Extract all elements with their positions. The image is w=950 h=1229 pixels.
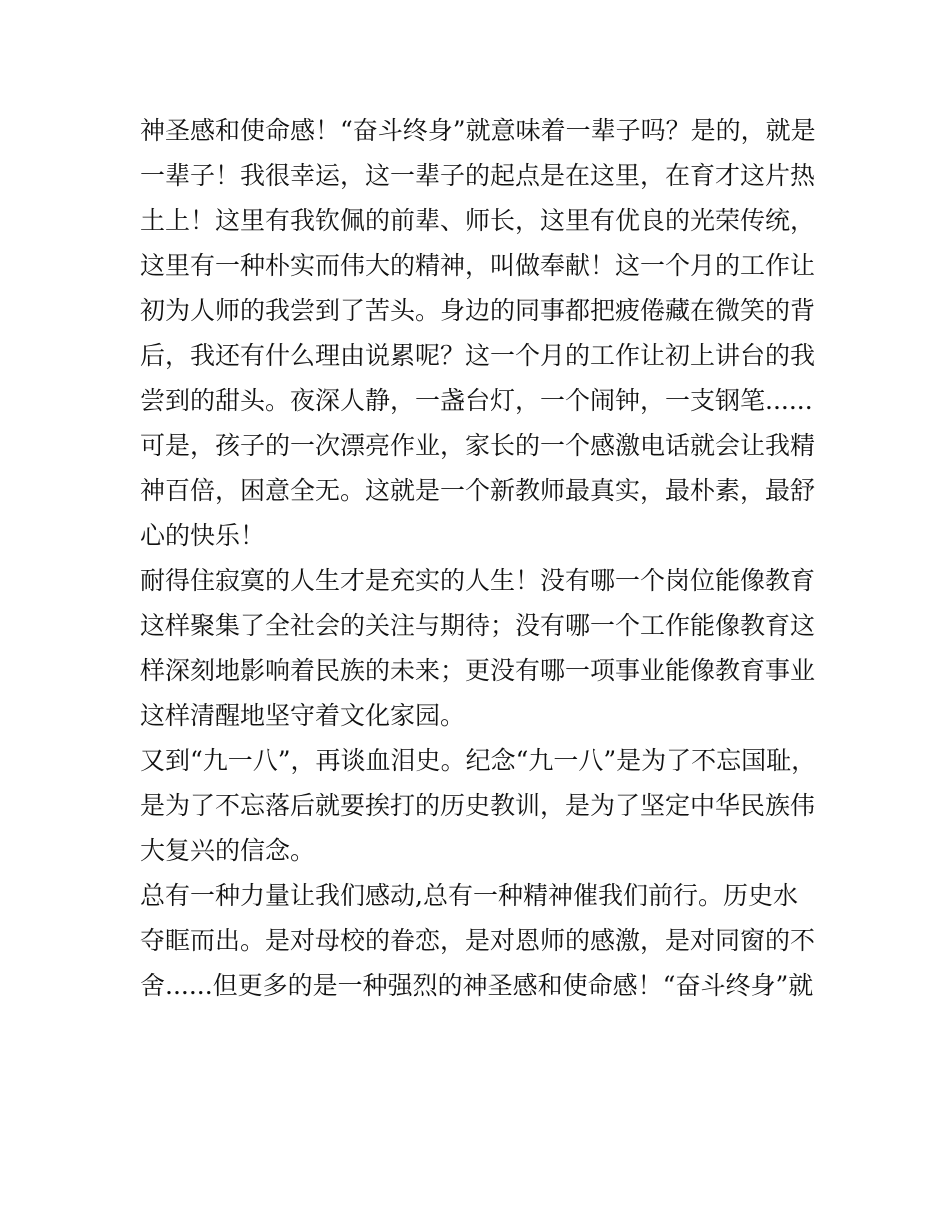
- body-text: [140, 108, 820, 1008]
- text-line: 夺眶而出。是对母校的眷恋，是对恩师的感激，是对同窗的不: [140, 926, 816, 955]
- text-line: 总有一种力量让我们感动,总有一种精神催我们前行。历史水: [140, 881, 798, 910]
- text-line: 这样聚集了全社会的关注与期待；没有哪一个工作能像教育这: [140, 611, 816, 640]
- text-line: 土上！这里有我钦佩的前辈、师长，这里有优良的光荣传统，: [140, 206, 816, 235]
- text-line: 这样清醒地坚守着文化家园。: [140, 701, 466, 730]
- text-line: 神百倍，困意全无。这就是一个新教师最真实，最朴素，最舒: [140, 476, 816, 505]
- text-line: 样深刻地影响着民族的未来；更没有哪一项事业能像教育事业: [140, 656, 816, 685]
- text-line: 心的快乐！: [140, 521, 266, 550]
- text-line: 尝到的甜头。夜深人静，一盏台灯，一个闹钟，一支钢笔......: [140, 386, 813, 415]
- text-line: 初为人师的我尝到了苦头。身边的同事都把疲倦藏在微笑的背: [140, 296, 816, 325]
- text-line: 这里有一种朴实而伟大的精神，叫做奉献！这一个月的工作让: [140, 251, 816, 280]
- text-line: 一辈子！我很幸运，这一辈子的起点是在这里，在育才这片热: [140, 161, 816, 190]
- text-line: 大复兴的信念。: [140, 836, 316, 865]
- text-line: 舍......但更多的是一种强烈的神圣感和使命感！“奋斗终身”就: [140, 971, 814, 1000]
- text-line: 是为了不忘落后就要挨打的历史教训，是为了坚定中华民族伟: [140, 791, 816, 820]
- text-line: 可是，孩子的一次漂亮作业，家长的一个感激电话就会让我精: [140, 431, 816, 460]
- text-line: 后，我还有什么理由说累呢？这一个月的工作让初上讲台的我: [140, 341, 816, 370]
- text-line: 神圣感和使命感！“奋斗终身”就意味着一辈子吗？是的，就是: [140, 116, 816, 145]
- text-line: 又到“九一八”，再谈血泪史。纪念“九一八”是为了不忘国耻，: [140, 746, 817, 775]
- text-line: 耐得住寂寞的人生才是充实的人生！没有哪一个岗位能像教育: [140, 566, 816, 595]
